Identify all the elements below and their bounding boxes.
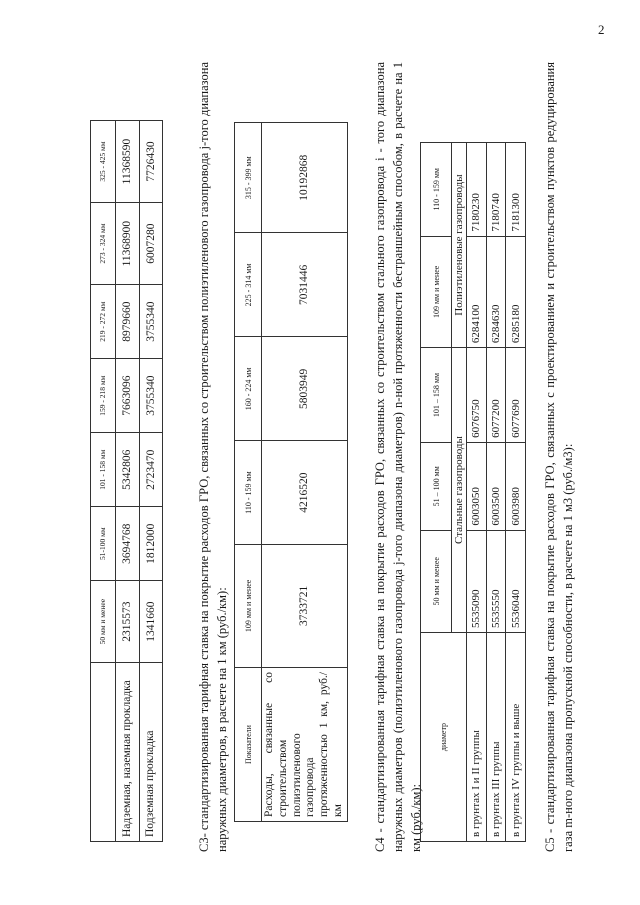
table-row [506,143,526,842]
table-cell: 7663096 [116,359,140,433]
row-label: Подземная прокладка [139,663,163,842]
table-cell: 7726430 [139,121,163,203]
table-cell: 7031446 [262,233,348,337]
polyethylene-cost-table [234,122,348,822]
table-cell: 11368900 [116,203,140,285]
table-header-cell: 109 мм и менее [235,544,262,667]
table-cell: 3733721 [262,544,348,667]
table-header-cell: 109 мм и менее [421,236,452,348]
table-cell: 5536040 [506,530,526,632]
table-cell: 1341660 [139,581,163,663]
table-row [486,143,506,842]
table-cell: 5803949 [262,337,348,441]
table-header-cell: 315 - 399 мм [235,123,262,233]
table-header-cell: 50 мм и менее [421,530,452,632]
row-label: в грунтах I и II группы [467,633,487,842]
table-header-cell: 225 - 314 мм [235,233,262,337]
table-header-cell [91,663,116,842]
table-cell: 7180230 [467,143,487,237]
pipeline-laying-table [90,120,163,842]
table-cell: 6077200 [486,348,506,443]
table-header-cell: 219 - 272 мм [91,285,116,359]
paragraph-c4: С4 - стандартизированная тарифная ставка на покрытие расходов ГРО, связанных со строительством стального газопровода i - того диапазона наружных диаметров (полиэтиленового газопровода j-того диапазона диаметров) n-ной протяженности бестраншейным способом, в расчете на 1 км (руб./км): [372,62,423,852]
table-row [467,143,487,842]
table-header-row [91,121,116,842]
row-label: в грунтах III группы [486,633,506,842]
table-cell: 5535550 [486,530,506,632]
table-cell: 5342806 [116,433,140,507]
table-cell: 1812000 [139,507,163,581]
table-header-cell: 51-100 мм [91,507,116,581]
table-cell: 3694768 [116,507,140,581]
table-header-cell: 101 - 158 мм [91,433,116,507]
table-cell: 6077690 [506,348,526,443]
table-row [262,123,348,822]
table-cell: 7181300 [506,143,526,237]
table-cell: 6003980 [506,442,526,530]
table-header-cell: 51 – 100 мм [421,442,452,530]
table-cell: 2315573 [116,581,140,663]
table-row [116,121,140,842]
table-header-cell: 110 - 159 мм [235,441,262,544]
table-header-cell: 273 - 324 мм [91,203,116,285]
rotated-content [90,62,575,862]
table-header-cell: 101 – 158 мм [421,348,452,443]
table-cell: 7180740 [486,143,506,237]
section-steel: Стальные газопроводы [452,348,467,633]
paragraph-c5: С5 - стандартизированная тарифная ставка на покрытие расходов ГРО, связанных с проектированием и строительством пунктов редуцирования газа m-ного диапазона пропускной способности, в расчете на 1 м3 (руб./м3): [542,62,575,852]
table-cell: 6285180 [506,236,526,348]
table-cell: 6284100 [467,236,487,348]
table-cell: 2723470 [139,433,163,507]
trenchless-cost-table [420,142,526,842]
table-cell: 4216520 [262,441,348,544]
table-cell: 8979660 [116,285,140,359]
table-header-cell: 325 - 425 мм [91,121,116,203]
table-header-cell: 50 мм и менее [91,581,116,663]
table-cell: 6076750 [467,348,487,443]
table-header-row [235,123,262,822]
table-cell: 10192868 [262,123,348,233]
table-header-cell: 110 - 159 мм [421,143,452,237]
table-header-cell: диаметр [421,633,467,842]
table-header-cell: 159 - 218 мм [91,359,116,433]
section-polyethylene: Полиэтиленовые газопроводы [452,143,467,348]
table-header-cell: Показатели [235,668,262,822]
table-cell: 3755340 [139,285,163,359]
table-cell: 6003050 [467,442,487,530]
table-cell: 3755340 [139,359,163,433]
table-cell: 6007280 [139,203,163,285]
table-cell: 6284630 [486,236,506,348]
page-number: 2 [598,22,605,37]
table-cell: 6003500 [486,442,506,530]
table-cell: 11368590 [116,121,140,203]
row-label: в грунтах IV группы и выше [506,633,526,842]
table-header-cell: 160 - 224 мм [235,337,262,441]
table-cell: 5535090 [467,530,487,632]
row-label: Расходы, связанные со строительством полиэтиленового газопровода протяженностью 1 км, руб./км [262,668,348,822]
table-header-row [421,143,452,842]
paragraph-c3: С3- стандартизированная тарифная ставка на покрытие расходов ГРО, связанных со строительством полиэтиленового газопровода j-того диапазона наружных диаметров, в расчете на 1 км (руб./км): [196,62,229,852]
table-row [139,121,163,842]
row-label: Надземная, наземная прокладка [116,663,140,842]
